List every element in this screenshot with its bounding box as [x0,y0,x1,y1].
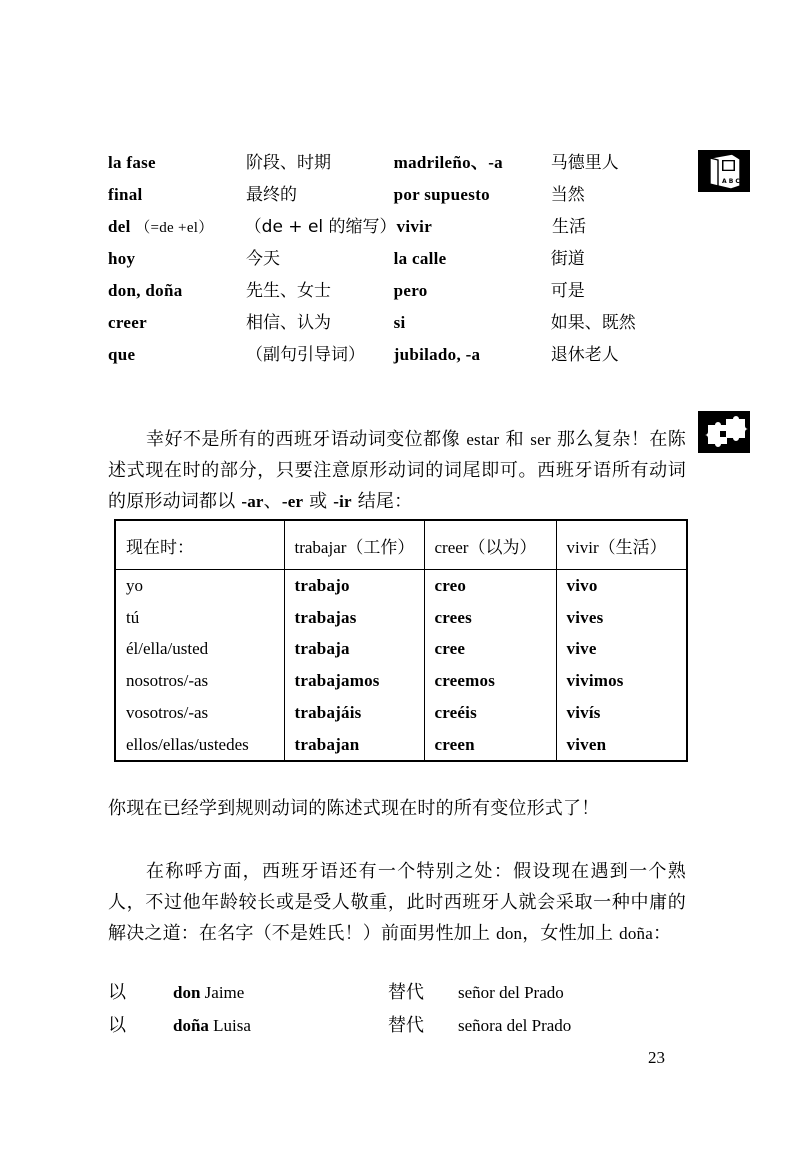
vocab-spanish-term: la calle [393,249,447,268]
example-row [108,1011,686,1044]
vocab-chinese-gloss: 马德里人 [550,153,619,173]
vocabulary-row [108,148,684,180]
cell-pronoun: tú [116,602,284,634]
table-row [116,665,686,697]
vocab-spanish-term: si [393,313,406,332]
example-name: Jaime [200,983,245,1002]
example-lines [108,978,686,1044]
cell-pronoun: él/ella/usted [116,634,284,666]
vocab-chinese-gloss: 生活 [552,217,587,237]
cell-trabajar-form: trabajáis [284,697,424,729]
cell-vivir-form: vive [566,639,597,659]
cell-vivir-form: viven [566,734,607,754]
vocab-chinese-gloss: 最终的 [246,185,298,205]
para-text-segment: 和 [499,429,531,450]
vocabulary-row [108,340,684,372]
example-middle: 替代 [388,982,424,1003]
example-replaced: señora del Prado [458,1016,572,1035]
vocab-chinese-gloss: 可是 [550,281,585,301]
vocab-chinese-gloss: 当然 [550,185,585,205]
vocab-spanish-term: hoy [108,249,136,268]
table-row [116,634,686,666]
vocab-chinese-gloss: 如果、既然 [550,313,636,333]
vocab-chinese-gloss: （副句引导词） [246,345,366,365]
inline-term-dona: doña [619,924,654,943]
header-gloss: （工作） [346,537,415,558]
cell-vivir-form: vivo [566,575,598,595]
vocab-chinese-gloss: 今天 [246,249,281,269]
table-header-trabajar [284,521,424,570]
cell-creer-form: creen [424,729,556,761]
cell-trabajar-form: trabajas [284,602,424,634]
header-verb: trabajar [294,537,347,557]
example-prefix: 以 [108,1015,126,1036]
cell-pronoun: ellos/ellas/ustedes [116,729,284,761]
table-row [116,697,686,729]
cell-creer-form: creo [424,570,556,602]
para-text-segment: ，女性加上 [522,923,620,944]
vocabulary-row [108,308,684,340]
para-text-segment: ： [653,923,672,944]
inline-ending-ar: -ar [241,492,264,511]
header-gloss: （生活） [598,537,667,558]
puzzle-pieces-icon [698,411,750,453]
table-header-row [116,521,686,570]
inline-ending-ir: -ir [333,492,352,511]
vocabulary-row [108,276,684,308]
header-verb: vivir [566,537,599,557]
example-prefix: 以 [108,982,126,1003]
cell-trabajar-form: trabajan [284,729,424,761]
cell-vivir-form: vives [566,607,604,627]
para-text-segment: 或 [303,491,334,512]
vocab-spanish-term: jubilado, -a [393,345,481,364]
para-text-segment: 幸好不是所有的西班牙语动词变位都像 [146,429,467,450]
vocab-chinese-gloss: 先生、女士 [246,281,332,301]
vocab-spanish-term: final [108,185,143,204]
header-gloss: （以为） [468,537,537,558]
inline-term-estar: estar [466,430,500,449]
example-title: doña [173,1016,209,1035]
dictionary-book-icon [698,150,750,192]
cell-trabajar-form: trabaja [284,634,424,666]
paragraph-address-forms [108,856,686,949]
vocabulary-row [108,244,684,276]
vocabulary-list [108,148,684,372]
table-header-tense: 现在时： [116,521,284,570]
cell-creer-form: cree [424,634,556,666]
example-middle: 替代 [388,1015,424,1036]
cell-vivir-form: vivís [566,703,601,723]
vocab-chinese-gloss: 街道 [550,249,585,269]
vocab-spanish-term: que [108,345,136,364]
para-text-segment: 结尾： [351,491,413,512]
vocab-chinese-gloss: 退休老人 [550,345,619,365]
cell-creer-form: crees [424,602,556,634]
cell-pronoun: vosotros/-as [116,697,284,729]
cell-creer-form: creéis [424,697,556,729]
vocab-spanish-term: la fase [108,153,156,172]
vocab-chinese-gloss: 阶段、时期 [246,153,332,173]
vocab-spanish-term: pero [393,281,428,300]
paragraph-after-table: 你现在已经学到规则动词的陈述式现在时的所有变位形式了！ [108,798,600,819]
example-replaced: señor del Prado [458,983,564,1002]
vocab-spanish-term: madrileño、-a [393,153,503,172]
example-name: Luisa [208,1016,251,1035]
vocabulary-row [108,212,684,244]
paragraph-verb-intro [108,424,686,517]
vocab-spanish-term: por supuesto [393,185,490,204]
vocab-chinese-gloss: （de + el 的缩写） [244,217,397,237]
table-row [116,729,686,761]
inline-ending-er: -er [281,492,304,511]
vocab-spanish-term: don, doña [108,281,183,300]
vocab-chinese-gloss: 相信、认为 [246,313,332,333]
cell-creer-form: creemos [424,665,556,697]
inline-term-ser: ser [530,430,551,449]
cell-pronoun: nosotros/-as [116,665,284,697]
vocab-spanish-term: creer [108,313,147,332]
cell-pronoun: yo [116,570,284,602]
example-title-name [173,983,388,1003]
cell-trabajar-form: trabajo [284,570,424,602]
vocab-spanish-term: vivir [396,217,433,236]
table-row [116,570,686,602]
vocab-spanish-term: del （=de +el） [108,217,214,236]
page-number: 23 [648,1048,665,1067]
inline-term-don: don [496,924,523,943]
para-text-segment: 在称呼方面，西班牙语还有一个特别之处：假设现在遇到一个熟人，不过他年龄较长或是受人敬重，此时西班牙人就会采取一种中庸的解决之道：在名字（不是姓氏！）前面男性加上 [108,861,686,944]
cell-vivir-form: vivimos [566,671,624,691]
vocabulary-row [108,180,684,212]
example-title-name [173,1016,388,1036]
para-text-segment: 、 [263,491,282,512]
example-title: don [173,983,201,1002]
para-text-segment: 那么复杂！在陈述式现在时的部分，只要注意原形动词的词尾即可。西班牙语所有动词的原形动词都以 [108,429,686,512]
example-row [108,978,686,1011]
table-header-vivir [556,521,686,570]
cell-trabajar-form: trabajamos [284,665,424,697]
vocab-spanish-note: （=de +el） [135,220,214,236]
table-row [116,602,686,634]
present-tense-conjugation-table [114,519,688,762]
table-header-creer [424,521,556,570]
svg-text:A B C: A B C [722,178,740,185]
header-verb: creer [434,537,469,557]
